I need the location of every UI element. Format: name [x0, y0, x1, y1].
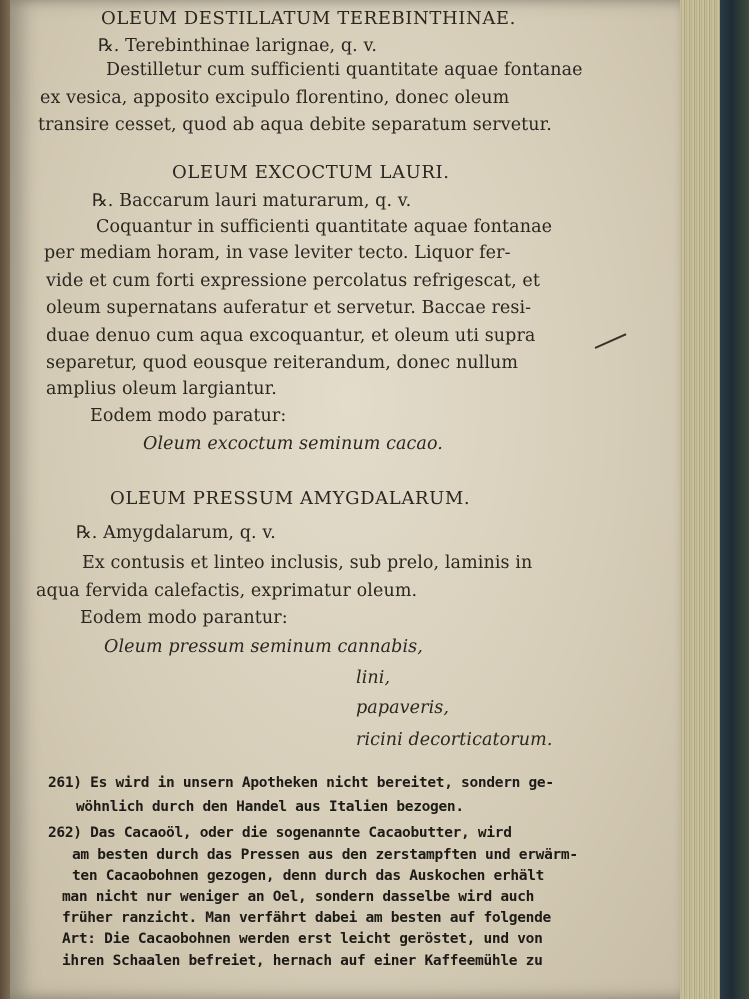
text-line: Destilletur cum sufficienti quantitate aquae fontanae	[106, 60, 583, 80]
footnote-line: früher ranzicht. Man verfährt dabei am besten auf folgende	[62, 910, 551, 926]
book-page	[10, 0, 688, 999]
pen-mark	[595, 333, 627, 349]
text-line: oleum supernatans auferatur et servetur. Baccae resi-	[46, 298, 532, 318]
recipe-line: ℞. Amygdalarum, q. v.	[76, 523, 276, 543]
recipe-line: ℞. Baccarum lauri maturarum, q. v.	[92, 191, 412, 211]
italic-line: papaveris,	[356, 698, 450, 718]
text-line: Eodem modo paratur:	[90, 406, 287, 426]
footnote-line: 261) Es wird in unsern Apotheken nicht bereitet, sondern ge-	[48, 775, 554, 791]
footnote-line: 262) Das Cacaoöl, oder die sogenannte Cacaobutter, wird	[48, 825, 512, 841]
italic-line: Oleum pressum seminum cannabis,	[104, 637, 423, 657]
italic-line: Oleum excoctum seminum cacao.	[143, 434, 443, 454]
footnote-line: ten Cacaobohnen gezogen, denn durch das Auskochen erhält	[72, 868, 545, 884]
book-cover	[720, 0, 749, 999]
text-line: Coquantur in sufficienti quantitate aquae fontanae	[96, 217, 553, 237]
page-edges	[680, 0, 720, 999]
italic-line: ricini decorticatorum.	[356, 730, 553, 750]
text-line: Ex contusis et linteo inclusis, sub prelo, laminis in	[82, 553, 533, 573]
text-line: ex vesica, apposito excipulo florentino, donec oleum	[40, 88, 510, 108]
text-line: aqua fervida calefactis, exprimatur oleum.	[36, 581, 418, 601]
footnote-line: wöhnlich durch den Handel aus Italien bezogen.	[76, 799, 464, 815]
footnote-line: Art: Die Cacaobohnen werden erst leicht geröstet, und von	[62, 931, 543, 947]
text-line: Eodem modo parantur:	[80, 608, 288, 628]
footnote-line: ihren Schaalen befreiet, hernach auf einer Kaffeemühle zu	[62, 953, 543, 969]
italic-line: lini,	[356, 668, 391, 688]
section-title-amygdalarum: OLEUM PRESSUM AMYGDALARUM.	[110, 488, 471, 509]
section-title-lauri: OLEUM EXCOCTUM LAURI.	[172, 162, 450, 183]
text-line: vide et cum forti expressione percolatus refrigescat, et	[46, 271, 541, 291]
footnote-line: man nicht nur weniger an Oel, sondern dasselbe wird auch	[62, 889, 535, 905]
recipe-line: ℞. Terebinthinae larignae, q. v.	[98, 36, 378, 56]
section-title-terebinthinae: OLEUM DESTILLATUM TEREBINTHINAE.	[101, 8, 516, 29]
footnote-line: am besten durch das Pressen aus den zerstampften und erwärm-	[72, 847, 578, 863]
text-line: transire cesset, quod ab aqua debite separatum servetur.	[38, 115, 552, 135]
text-line: duae denuo cum aqua excoquantur, et oleum uti supra	[46, 326, 536, 346]
text-line: per mediam horam, in vase leviter tecto. Liquor fer-	[44, 243, 511, 263]
text-line: separetur, quod eousque reiterandum, donec nullum	[46, 353, 519, 373]
text-line: amplius oleum largiantur.	[46, 379, 277, 399]
